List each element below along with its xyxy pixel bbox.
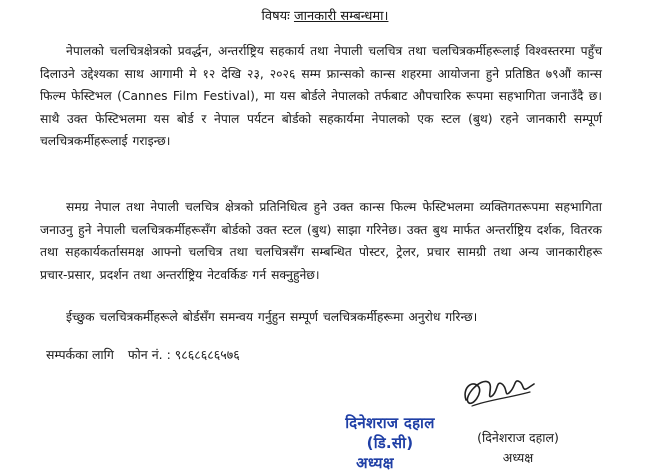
stamp-name: दिनेशराज दहाल (डि.सी)	[345, 414, 435, 452]
signatory-block	[448, 428, 588, 468]
signatory-name: (दिनेशराज दहाल)	[477, 430, 559, 445]
contact-phone: फोन नं. : ९८६८६८६५७६	[127, 347, 240, 362]
paragraph-request: ईच्छुक चलचित्रकर्मीहरूले बोर्डसँग समन्वय गर्नुहुन सम्पूर्ण चलचित्रकर्मीहरूमा अनुरोध गरिन्छ।	[66, 310, 478, 324]
contact-label: सम्पर्कका लागि	[46, 347, 114, 362]
paragraph-stall-sharing: समग्र नेपाल तथा नेपाली चलचित्र क्षेत्रको प्रतिनिधित्व हुने उक्त कान्स फिल्म फेस्टिभलमा व्यक्तिगतरूपमा सहभागिता जनाउनु हुने नेपाली चलचित्रकर्मीहरूसँग बोर्डको उक्त स्टल (बुथ) साझा गरिनेछ। उक्त बुथ मार्फत अन्तर्राष्ट्रिय दर्शक, वितरक तथा सहकार्यकर्तासमक्ष आफ्नो चलचित्र तथा चलचित्रसँग सम्बन्धित पोस्टर, ट्रेलर, प्रचार सामग्री तथा अन्य जानकारीहरू प्रचार-प्रसार, प्रदर्शन तथा अन्तर्राष्ट्रिय नेटवर्किङ गर्न सक्नुहुनेछ।	[40, 200, 602, 282]
contact-line	[46, 346, 240, 363]
signatory-title: अध्यक्ष	[502, 450, 534, 465]
subject-value: जानकारी सम्बन्धमा।	[293, 9, 389, 24]
subject-label: विषयः	[261, 9, 290, 24]
official-stamp	[320, 413, 460, 473]
paragraph-festival-participation: नेपालको चलचित्रक्षेत्रको प्रवर्द्धन, अन्तर्राष्ट्रिय सहकार्य तथा नेपाली चलचित्र तथा चलचित्रकर्मीहरूलाई विश्वस्तरमा पहुँच दिलाउने उद्देश्यका साथ आगामी मे १२ देखि २३, २०२६ सम्म फ्रान्सको कान्स शहरमा आयोजना हुने प्रतिष्ठित ७९औं कान्स फिल्म फेस्टिभल (Cannes Film Festival), मा यस बोर्डले नेपालको तर्फबाट औपचारिक रूपमा सहभागिता जनाउँदै छ। साथै उक्त फेस्टिभलमा यस बोर्ड र नेपाल पर्यटन बोर्डको सहकार्यमा नेपालको एक स्टल (बुथ) रहने जानकारी सम्पूर्ण चलचित्रकर्मीहरूलाई गराइन्छ।	[40, 44, 602, 149]
stamp-title: अध्यक्ष	[356, 454, 394, 472]
subject-line	[0, 6, 650, 24]
handwritten-signature	[458, 370, 538, 420]
